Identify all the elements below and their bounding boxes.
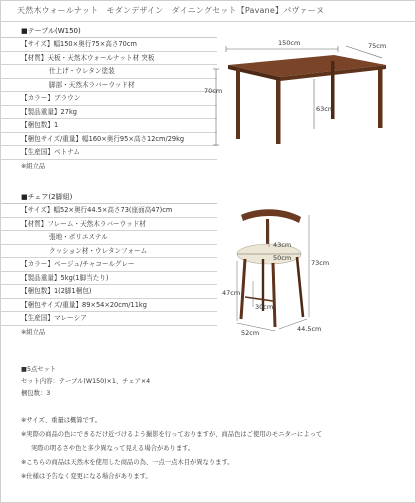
chair-size-row: 【サイズ】幅52×奥行44.5×高さ73(座面高47)cm [1, 204, 217, 218]
table-width-label: 150cm [278, 39, 301, 47]
table-leg [276, 80, 281, 144]
table-finish-row: 仕上げ・ウレタン塗装 [1, 65, 217, 79]
table-leg [236, 69, 240, 139]
set-packages: 梱包数：3 [21, 390, 51, 397]
chair-arm-label: 30cm [255, 303, 274, 311]
notes-section [1, 414, 415, 484]
table-underside-label: 63cm [316, 105, 335, 113]
chair-fabric-row: 張地・ポリエステル [1, 231, 217, 245]
note-approx: ※サイズ、重量は概算です。 [21, 417, 102, 424]
chair-illustration [223, 199, 333, 339]
table-illustration [206, 33, 406, 163]
chair-leg [297, 257, 303, 317]
table-assembly-note: ※組立品 [21, 162, 46, 170]
table-leg [378, 68, 383, 128]
note-spec-change: ※仕様は予告なく変更になる場合があります。 [21, 473, 152, 480]
table-packages-row: 【梱包数】1 [1, 119, 217, 133]
chair-back-label: 43cm [273, 241, 292, 249]
table-heading: ■テーブル(W150) [1, 25, 217, 38]
chair-leg [273, 263, 275, 327]
table-depth-label: 75cm [368, 42, 387, 50]
table-height-label: 70cm [204, 87, 223, 95]
chair-backrest [241, 209, 301, 223]
note-wood-grain: ※こちらの商品は天然木を使用した商品の為、一点一点木目が異なります。 [21, 459, 234, 466]
page-title: 天然木ウォールナット モダンデザイン ダイニングセット【Pavane】パヴァーヌ [1, 1, 415, 22]
chair-weight-row: 【製品重量】5kg(1脚当たり) [1, 272, 217, 286]
table-size-row: 【サイズ】幅150×奥行75×高さ70cm [1, 38, 217, 52]
chair-color-row: 【カラー】ベージュ/チャコールグレー [1, 258, 217, 272]
chair-spec-section [1, 191, 415, 339]
table-leg-row: 脚部・天然木ラバーウッド材 [1, 79, 217, 93]
chair-depth-label: 44.5cm [297, 325, 322, 333]
chair-leg [241, 259, 245, 319]
note-color: ※実際の商品の色にできるだけ近づけるよう撮影を行っておりますが、商品色はご使用のモニターによって [21, 431, 323, 438]
chair-height-label: 73cm [311, 259, 330, 267]
table-package-size-row: 【梱包サイズ/重量】幅160×奥行95×高さ12cm/29kg [1, 133, 217, 147]
note-color-cont: 実際の明るさや色と多少異なって見える場合があります。 [31, 445, 195, 452]
set-contents: セット内容：テーブル(W150)×1、チェア×4 [21, 378, 151, 385]
chair-width-label: 52cm [241, 329, 260, 337]
chair-country-row: 【生産国】マレーシア [1, 312, 217, 326]
chair-package-size-row: 【梱包サイズ/重量】89×54×20cm/11kg [1, 299, 217, 313]
chair-material-row: 【材質】フレーム・天然木ラバーウッド材 [1, 218, 217, 232]
chair-cushion-row: クッション材・ウレタンフォーム [1, 245, 217, 259]
chair-seat-label: 50cm [273, 254, 292, 262]
table-material-row: 【材質】天板・天然木ウォールナット材 突板 [1, 52, 217, 66]
chair-seat-height-label: 47cm [222, 289, 241, 297]
chair-assembly-note: ※組立品 [21, 328, 46, 336]
set-section [1, 364, 415, 400]
chair-heading: ■チェア(2脚組) [1, 191, 217, 204]
chair-packages-row: 【梱包数】1(2脚1梱包) [1, 285, 217, 299]
set-heading: ■5点セット [21, 366, 57, 373]
table-weight-row: 【製品重量】27kg [1, 106, 217, 120]
table-color-row: 【カラー】ブラウン [1, 92, 217, 106]
table-country-row: 【生産国】ベトナム [1, 146, 217, 160]
